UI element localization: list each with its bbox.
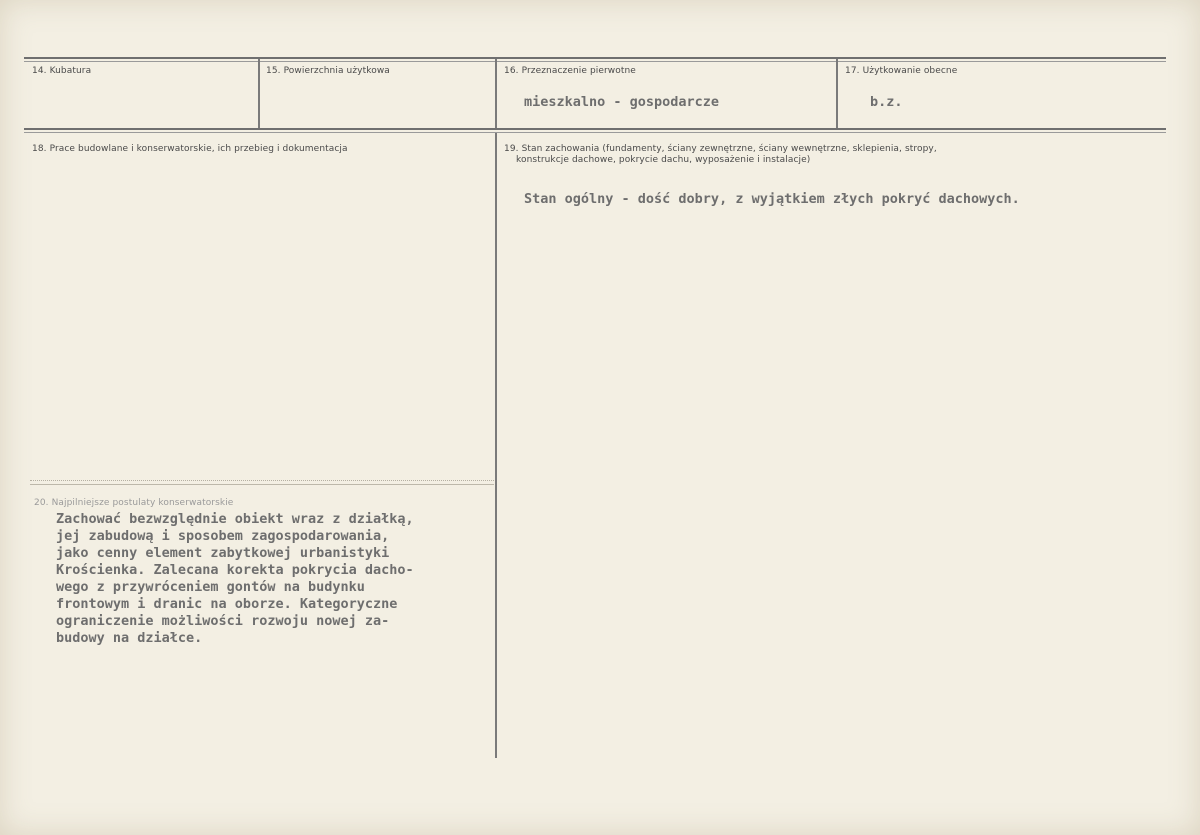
field-15-label: 15. Powierzchnia użytkowa	[266, 66, 390, 76]
divider-15-16	[495, 59, 497, 129]
field-20-line: budowy na działce.	[56, 630, 203, 646]
field-19-label-line2: konstrukcje dachowe, pokrycie dachu, wyposażenie i instalacje)	[516, 155, 811, 165]
divider-14-15	[258, 59, 260, 129]
field-20-line: jej zabudową i sposobem zagospodarowania,	[56, 528, 390, 544]
field-16-value: mieszkalno - gospodarcze	[524, 94, 720, 110]
header-rule	[24, 128, 1166, 130]
header-rule-thin	[24, 132, 1166, 133]
field-20-label: 20. Najpilniejsze postulaty konserwatorskie	[34, 498, 234, 508]
field-20-line: frontowym i dranic na oborze. Kategoryczne	[56, 596, 398, 612]
field-19-value: Stan ogólny - dość dobry, z wyjątkiem złych pokryć dachowych.	[524, 191, 1020, 207]
field-20-top-rule	[30, 480, 494, 481]
field-20-line: ograniczenie możliwości rozwoju nowej za-	[56, 613, 390, 629]
field-20-line: Krościenka. Zalecana korekta pokrycia dacho-	[56, 562, 414, 578]
divider-16-17	[836, 59, 838, 129]
field-20-line: wego z przywróceniem gontów na budynku	[56, 579, 365, 595]
top-rule	[24, 57, 1166, 59]
field-20-line: Zachować bezwzględnie obiekt wraz z działką,	[56, 511, 414, 527]
field-17-label: 17. Użytkowanie obecne	[845, 66, 958, 76]
field-17-value: b.z.	[870, 94, 903, 110]
field-20-text	[56, 511, 414, 647]
field-20-line: jako cenny element zabytkowej urbanistyki	[56, 545, 390, 561]
field-14-label: 14. Kubatura	[32, 66, 92, 76]
divider-main-vertical	[495, 133, 497, 758]
field-20-top-rule-solid	[30, 484, 494, 485]
field-19-label-line1: 19. Stan zachowania (fundamenty, ściany zewnętrzne, ściany wewnętrzne, sklepienia, stropy,	[504, 144, 937, 154]
field-16-label: 16. Przeznaczenie pierwotne	[504, 66, 636, 76]
field-18-label: 18. Prace budowlane i konserwatorskie, ich przebieg i dokumentacja	[32, 144, 348, 154]
top-rule-thin	[24, 61, 1166, 62]
